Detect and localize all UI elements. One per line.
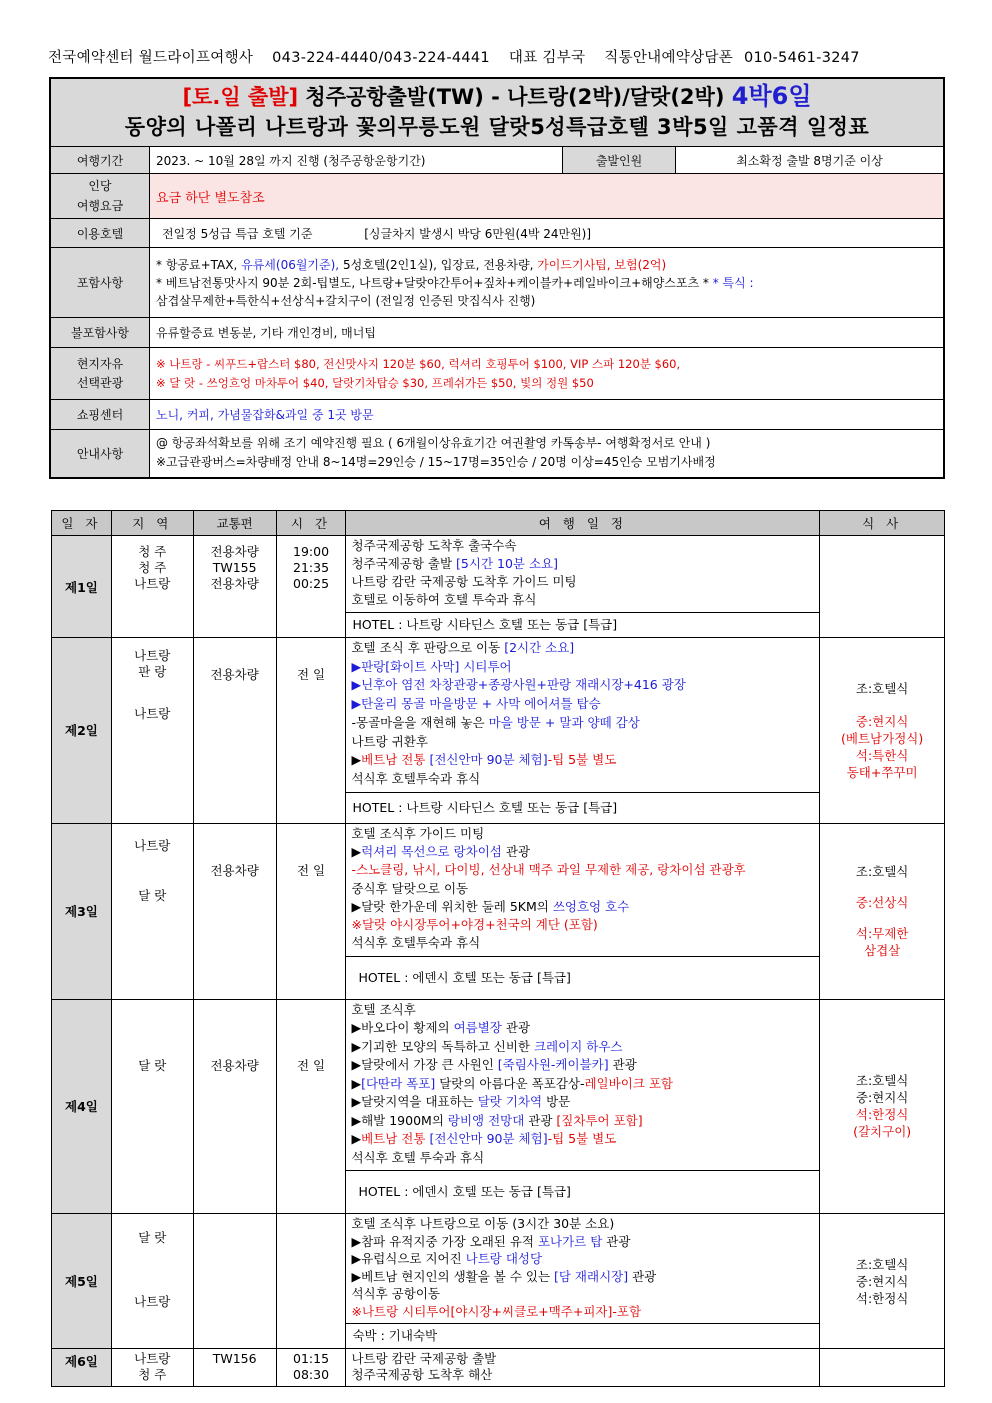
region: 달 랏: [138, 887, 167, 903]
itinerary-cell: [346, 638, 820, 824]
meal: 석:한정식: [855, 1107, 909, 1123]
agency-name: 전국예약센터 월드라이프여행사: [48, 50, 254, 66]
itinerary-cell: [346, 1349, 820, 1387]
itinerary-line: ▶베트남 전통 [전신안마 90분 체험]-팁 5불 별도: [351, 752, 617, 768]
transport-cell: [193, 536, 276, 638]
meal: (갈치구이): [853, 1124, 912, 1140]
itinerary-line: ▶달랏에서 가장 큰 사원인 [죽림사원-케이블카] 관광: [351, 1057, 637, 1073]
transport-cell: TW156: [193, 1349, 276, 1387]
itinerary-line: 호텔 조식후 나트랑으로 이동 (3시간 30분 소요): [351, 1216, 615, 1232]
day-row: [52, 1214, 945, 1349]
price-value: 요금 하단 별도참조: [150, 174, 945, 219]
day-label: 제1일: [52, 536, 112, 638]
hotel-line: HOTEL : 에덴시 호텔 또는 동급 [특급]: [346, 1170, 819, 1213]
time: 19:00: [293, 544, 330, 559]
price-label-2: 여행요금: [76, 199, 124, 213]
notice-label: 안내사항: [50, 430, 150, 478]
itinerary-line: ▶판랑[화이트 사막] 시티투어: [351, 658, 512, 674]
meal: 삼겹살: [864, 943, 901, 959]
hotel-line: 숙박 : 기내숙박: [346, 1323, 819, 1348]
hotel-value: [150, 219, 945, 248]
itinerary-line: 나트랑 캄란 국제공항 출발: [351, 1351, 497, 1367]
transport-cell: 전용차량: [193, 638, 276, 824]
optional-label-1: 현지자유: [76, 356, 124, 371]
itinerary-line: ▶달랏 한가운데 위치한 둘레 5KM의 쓰엉흐엉 호수: [351, 898, 630, 914]
itinerary-line: ▶베트남 현지인의 생활을 볼 수 있는 [담 재래시장] 관광: [351, 1268, 657, 1284]
title-line: [51, 81, 943, 112]
direct-phone: 010-5461-3247: [743, 50, 860, 66]
transport: 전용차량: [210, 576, 259, 591]
include-line-1: * 항공료+TAX, 유류세(06월기준), 5성호텔(2인1실), 입장료, 전용차량, 가이드기사팁, 보험(2억): [156, 257, 667, 272]
transport-cell: 전용차량: [193, 823, 276, 999]
time-cell: [276, 1349, 346, 1387]
region: 나트랑: [134, 837, 171, 853]
optional-label: [50, 348, 150, 400]
itinerary-line: ▶바오다이 황제의 여름별장 관광: [351, 1020, 531, 1036]
hotel-line: HOTEL : 에덴시 호텔 또는 동급 [특급]: [346, 956, 819, 999]
day-label: 제3일: [52, 823, 112, 999]
notice-value: [150, 430, 945, 478]
optional-line-1: ※ 나트랑 - 씨푸드+랍스터 $80, 전신맛사지 120분 $60, 럭셔리 호핑투어 $100, VIP 스파 120분 $60,: [156, 356, 681, 371]
shopping-label: 쇼핑센터: [50, 400, 150, 430]
region: 나트랑: [134, 576, 171, 591]
itinerary-line: 석식후 호텔 투숙과 휴식: [351, 1149, 485, 1165]
region-cell: [111, 1214, 193, 1349]
departure-label: 출발인원: [563, 147, 676, 174]
itinerary-line: ▶[다딴라 폭포] 달랏의 아름다운 폭포감상-레일바이크 포함: [351, 1075, 673, 1091]
itinerary-line: ▶럭셔리 목선으로 랑차이섬 관광: [351, 843, 531, 859]
day-row: [52, 536, 945, 638]
meal: 석:특한식: [855, 747, 909, 763]
transport-cell: [193, 1214, 276, 1349]
header-contact: [48, 46, 948, 67]
itinerary-line: ▶베트남 전통 [전신안마 90분 체험]-팁 5불 별도: [351, 1131, 617, 1147]
direct-label: 직통안내예약상담폰: [604, 50, 734, 66]
region-cell: [111, 638, 193, 824]
day-label: 제4일: [52, 999, 112, 1214]
col-itinerary: 여 행 일 정: [346, 511, 820, 536]
itinerary-cell: [346, 823, 820, 999]
itinerary-line: 나트랑 귀환후: [351, 733, 428, 749]
meal-cell: [820, 823, 945, 999]
meal: (베트남가정식): [841, 730, 924, 746]
itinerary-line: 나트랑 캄란 국제공항 도착후 가이드 미팅: [351, 574, 577, 589]
include-value: [150, 248, 945, 318]
title-prefix: [토.일 출발]: [182, 85, 299, 109]
meal: 석:한정식: [855, 1290, 909, 1306]
optional-value: [150, 348, 945, 400]
hotel-single-charge: [싱글차지 발생시 박당 6만원(4박 24만원)]: [364, 226, 592, 241]
col-region: 지 역: [111, 511, 193, 536]
region: 나트랑: [134, 648, 171, 663]
meal: 중:선상식: [855, 895, 909, 911]
subtitle: 동양의 나폴리 나트랑과 꽃의무릉도원 달랏5성특급호텔 3박5일 고품격 일정표: [124, 115, 870, 139]
itinerary-line: 청주국제공항 출발 [5시간 10분 소요]: [351, 556, 558, 571]
itinerary-line: 석식후 공항이동: [351, 1286, 440, 1302]
day-row: [52, 999, 945, 1214]
region: 판 랑: [138, 664, 167, 679]
itinerary-cell: [346, 1214, 820, 1349]
time: 00:25: [293, 576, 330, 591]
transport: 전용차량: [210, 544, 259, 559]
itinerary-line: ▶기괴한 모양의 독특하고 신비한 크레이지 하우스: [351, 1038, 623, 1054]
meal: 조:호텔식: [855, 680, 909, 696]
time-cell: [276, 1214, 346, 1349]
shopping-value: 노니, 커피, 가념물잡화&과일 중 1곳 방문: [150, 400, 945, 430]
optional-label-2: 선택관광: [76, 375, 124, 390]
day-row: [52, 1349, 945, 1387]
itinerary-line: 호텔 조식 후 판랑으로 이동 [2시간 소요]: [351, 640, 575, 655]
meal: 조:호텔식: [855, 1073, 909, 1089]
region: 청 주: [138, 560, 167, 575]
hotel-standard: 전일정 5성급 특급 호텔 기준: [162, 226, 313, 241]
ceo-name: 대표 김부국: [508, 50, 586, 66]
region: 청 주: [138, 544, 167, 559]
departure-value: 최소확정 출발 8명기준 이상: [676, 147, 945, 174]
meal: 중:현지식: [855, 1090, 909, 1106]
meal: 조:호텔식: [855, 864, 909, 880]
meal-cell: [820, 536, 945, 638]
itinerary-cell: [346, 999, 820, 1214]
transport-cell: 전용차량: [193, 999, 276, 1214]
price-label: [50, 174, 150, 219]
day-label: 제2일: [52, 638, 112, 824]
col-day: 일 자: [52, 511, 112, 536]
itinerary-line: 호텔 조식후 가이드 미팅: [351, 825, 485, 841]
include-label: 포함사항: [50, 248, 150, 318]
hotel-line: HOTEL : 나트랑 시타딘스 호텔 또는 동급 [특급]: [346, 792, 819, 823]
itinerary-line: ▶닌후아 염전 차창관광+종광사원+판랑 재래시장+416 광장: [351, 677, 686, 693]
day-row: [52, 823, 945, 999]
agency-phone: 043-224-4440/043-224-4441: [272, 50, 490, 66]
region: 달 랏: [138, 1230, 167, 1246]
col-meal: 식 사: [820, 511, 945, 536]
region-cell: 달 랏: [111, 999, 193, 1214]
hotel-line: HOTEL : 나트랑 시타딘스 호텔 또는 동급 [특급]: [346, 612, 819, 637]
optional-line-2: ※ 달 랏 - 쓰엉흐엉 마차투어 $40, 달랏기차탑승 $30, 프레쉬가든 $50, 빛의 정원 $50: [156, 375, 594, 390]
itinerary-line: 석식후 호텔투숙과 휴식: [351, 770, 481, 786]
notice-line-2: ※고급관광버스=차량배정 안내 8~14명=29인승 / 15~17명=35인승 / 20명 이상=45인승 모범기사배정: [156, 455, 716, 470]
price-label-1: 인당: [88, 179, 112, 193]
itinerary-line: ▶달랏지역을 대표하는 달랏 기차역 방문: [351, 1094, 571, 1110]
hotel-label: 이용호텔: [50, 219, 150, 248]
itinerary-cell: [346, 536, 820, 638]
time-cell: 전 일: [276, 823, 346, 999]
meal: 석:무제한: [855, 926, 909, 942]
trip-info-table: [49, 77, 945, 479]
day-label: 제5일: [52, 1214, 112, 1349]
time-cell: 전 일: [276, 999, 346, 1214]
itinerary-line: ※달랏 야시장투어+야경+천국의 계단 (포함): [351, 917, 598, 933]
itinerary-line: ▶참파 유적지중 가장 오래된 유적 포나가르 탑 관광: [351, 1233, 631, 1249]
region-cell: [111, 1349, 193, 1387]
itinerary-line: ※나트랑 시티투어[야시장+씨클로+맥주+피자]-포함: [351, 1303, 642, 1319]
meal-cell: [820, 1214, 945, 1349]
day-row: [52, 638, 945, 824]
col-time: 시 간: [276, 511, 346, 536]
period-value: 2023. ~ 10월 28일 까지 진행 (청주공항운항기간): [150, 147, 563, 174]
notice-line-1: @ 항공좌석확보를 위해 조기 예약진행 필요 ( 6개월이상유효기간 여권촬영 카톡송부- 여행확정서로 안내 ): [156, 436, 711, 451]
time-cell: 전 일: [276, 638, 346, 824]
region-cell: [111, 536, 193, 638]
time-cell: [276, 536, 346, 638]
period-label: 여행기간: [50, 147, 150, 174]
title-duration: 4박6일: [731, 82, 812, 110]
meal: 중:현지식: [855, 713, 909, 729]
day-label: 제6일: [52, 1349, 112, 1387]
region-cell: [111, 823, 193, 999]
title-main: 청주공항출발(TW) - 나트랑(2박)/달랏(2박): [305, 85, 725, 109]
itinerary-line: -몽골마을을 재현해 놓은 마을 방문 + 말과 양떼 감상: [351, 714, 640, 730]
itinerary-line: 청주국제공항 도착후 출국수속: [351, 538, 517, 553]
itinerary-line: -스노클링, 낚시, 다이빙, 선상내 맥주 과일 무제한 제공, 랑차이섬 관광후: [351, 862, 746, 878]
title-block: [50, 78, 944, 147]
time: 21:35: [293, 560, 330, 575]
col-transport: 교통편: [193, 511, 276, 536]
time: 01:15: [293, 1351, 330, 1367]
schedule-table: [51, 510, 945, 1387]
region: 나트랑: [134, 706, 171, 721]
region: 나트랑: [134, 1351, 171, 1367]
meal: 중:현지식: [855, 1273, 909, 1289]
exclude-value: 유류할증료 변동분, 기타 개인경비, 매너팁: [150, 318, 945, 348]
include-line-2: * 베트남전통맛사지 90분 2회-팁별도, 나트랑+달랏야간투어+짚차+케이블카+레일바이크+해양스포츠 * * 특식 :: [156, 275, 754, 290]
itinerary-line: ▶해발 1900M의 랑비앵 전망대 관광 [짚차투어 포함]: [351, 1112, 643, 1128]
include-line-3: 삼겹살무제한+특한식+선상식+갈치구이 (전일정 인증된 맛집식사 진행): [156, 293, 536, 308]
itinerary-line: 중식후 달랏으로 이동: [351, 880, 469, 896]
region: 나트랑: [134, 1294, 171, 1310]
meal-cell: [820, 1349, 945, 1387]
itinerary-line: 호텔로 이동하여 호텔 투숙과 휴식: [351, 592, 537, 607]
time: 08:30: [293, 1367, 330, 1383]
itinerary-line: ▶탄울리 몽골 마을방문 + 사막 에어셔틀 탑승: [351, 696, 601, 712]
transport: TW155: [212, 560, 257, 575]
exclude-label: 불포함사항: [50, 318, 150, 348]
region: 청 주: [138, 1367, 167, 1383]
itinerary-line: 석식후 호텔투숙과 휴식: [351, 935, 481, 951]
itinerary-line: 호텔 조식후: [351, 1001, 416, 1017]
meal-cell: [820, 638, 945, 824]
itinerary-line: 청주국제공항 도착후 해산: [351, 1367, 493, 1383]
meal: 동태+쭈꾸미: [846, 764, 918, 780]
meal: 조:호텔식: [855, 1256, 909, 1272]
itinerary-line: ▶유럽식으로 지어진 나트랑 대성당: [351, 1251, 543, 1267]
meal-cell: [820, 999, 945, 1214]
